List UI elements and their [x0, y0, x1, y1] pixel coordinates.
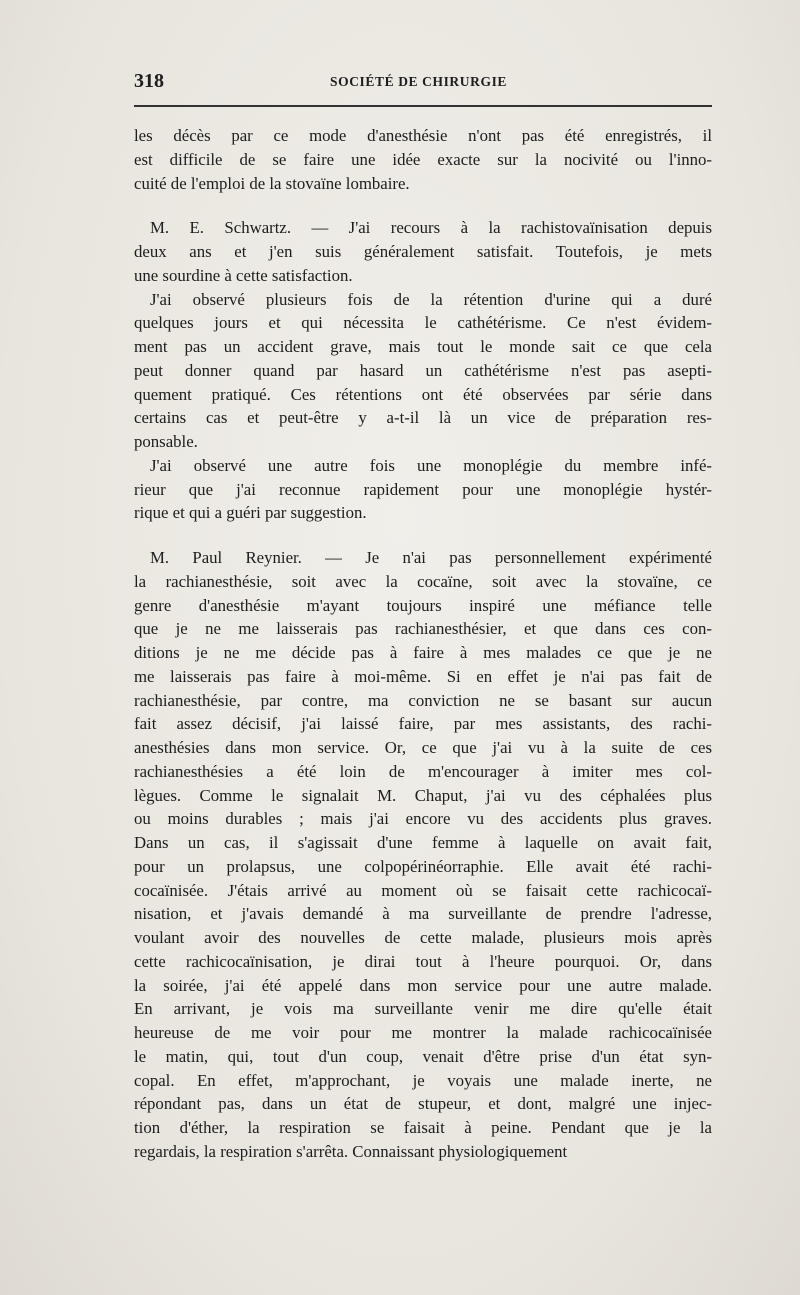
paragraph	[134, 124, 712, 195]
text-line: copal. En effet, m'approchant, je voyais une malade inerte, ne	[134, 1070, 712, 1090]
text-line: rique et qui a guéri par suggestion.	[134, 503, 367, 523]
text-line: me laisserais pas faire à moi-même. Si en effet je n'ai pas fait de	[134, 666, 712, 686]
text-line: est difficile de se faire une idée exacte sur la nocivité ou l'inno-	[134, 149, 712, 169]
text-line: heureuse de me voir pour me montrer la malade rachicocaïnisée	[134, 1023, 712, 1042]
text-line: rieur que j'ai reconnue rapidement pour une monoplégie hystér-	[134, 479, 712, 499]
text-line: regardais, la respiration s'arrêta. Connaissant physiologiquement	[134, 1141, 568, 1161]
text-line: répondant pas, dans un état de stupeur, et dont, malgré une injec-	[134, 1094, 712, 1114]
text-line: peut donner quand par hasard un cathétérisme n'est pas asepti-	[134, 360, 712, 380]
text-line: quelques jours et qui nécessita le cathétérisme. Ce n'est évidem-	[134, 313, 712, 333]
text-line: pour un prolapsus, une colpopérinéorraphie. Elle avait été rachi-	[134, 856, 712, 876]
text-line: que je ne me laisserais pas rachianesthésier, et que dans ces con-	[134, 619, 712, 639]
text-line: deux ans et j'en suis généralement satisfait. Toutefois, je mets	[134, 242, 712, 261]
paragraph	[134, 546, 712, 1164]
text-line: quement pratiqué. Ces rétentions ont été observées par série dans	[134, 384, 712, 404]
text-line: ment pas un accident grave, mais tout le monde sait ce que cela	[134, 337, 712, 356]
text-line: M. E. Schwartz. — J'ai recours à la rachistovaïnisation depuis	[150, 218, 712, 238]
text-line: la rachianesthésie, soit avec la cocaïne, soit avec la stovaïne, ce	[134, 571, 712, 591]
text-line: ponsable.	[134, 432, 198, 451]
text-line: rachianesthésie, par contre, ma conviction ne se basant sur aucun	[134, 690, 712, 710]
text-line: J'ai observé plusieurs fois de la rétention d'urine qui a duré	[150, 289, 712, 309]
text-line: la soirée, j'ai été appelé dans mon service pour une autre malade.	[134, 975, 712, 995]
text-line: certains cas et peut-être y a-t-il là un vice de préparation res-	[134, 408, 712, 428]
text-line: En arrivant, je vois ma surveillante venir me dire qu'elle était	[134, 999, 712, 1019]
text-line: nisation, et j'avais demandé à ma surveillante de prendre l'adresse,	[134, 904, 712, 924]
text-line: voulant avoir des nouvelles de cette malade, plusieurs mois après	[134, 928, 712, 947]
header-rule	[134, 105, 712, 107]
text-line: fait assez décisif, j'ai laissé faire, par mes assistants, des rachi-	[134, 714, 712, 734]
page-number: 318	[134, 70, 164, 92]
paragraph	[134, 454, 712, 525]
text-line: rachianesthésies a été loin de m'encourager à imiter mes col-	[134, 761, 712, 781]
text-line: M. Paul Reynier. — Je n'ai pas personnellement expérimenté	[150, 548, 712, 567]
text-line: lègues. Comme le signalait M. Chaput, j'ai vu des céphalées plus	[134, 785, 712, 805]
text-line: tion d'éther, la respiration se faisait à peine. Pendant que je la	[134, 1118, 712, 1137]
text-line: J'ai observé une autre fois une monoplégie du membre infé-	[150, 455, 712, 475]
text-line: anesthésies dans mon service. Or, ce que j'ai vu à la suite de ces	[134, 738, 712, 757]
paragraph	[134, 216, 712, 287]
text-line: Dans un cas, il s'agissait d'une femme à laquelle on avait fait,	[134, 833, 712, 852]
body-text	[134, 124, 712, 1164]
paragraph	[134, 288, 712, 454]
text-line: ditions je ne me décide pas à faire à mes malades ce que je ne	[134, 643, 712, 662]
text-line: les décès par ce mode d'anesthésie n'ont pas été enregistrés, il	[134, 126, 712, 145]
text-line: genre d'anesthésie m'ayant toujours inspiré une méfiance telle	[134, 595, 712, 615]
running-title: SOCIÉTÉ DE CHIRURGIE	[330, 74, 508, 89]
text-line: cocaïnisée. J'étais arrivé au moment où se faisait cette rachicocaï-	[134, 880, 712, 900]
text-line: une sourdine à cette satisfaction.	[134, 265, 353, 285]
paragraph-gap	[134, 525, 712, 546]
text-line: cette rachicocaïnisation, je dirai tout à l'heure pourquoi. Or, dans	[134, 951, 712, 971]
text-line: le matin, qui, tout d'un coup, venait d'être prise d'un état syn-	[134, 1046, 712, 1066]
page-header	[134, 70, 712, 96]
text-line: cuité de l'emploi de la stovaïne lombaire.	[134, 173, 410, 193]
text-line: ou moins durables ; mais j'ai encore vu des accidents plus graves.	[134, 809, 712, 829]
paragraph-gap	[134, 195, 712, 216]
